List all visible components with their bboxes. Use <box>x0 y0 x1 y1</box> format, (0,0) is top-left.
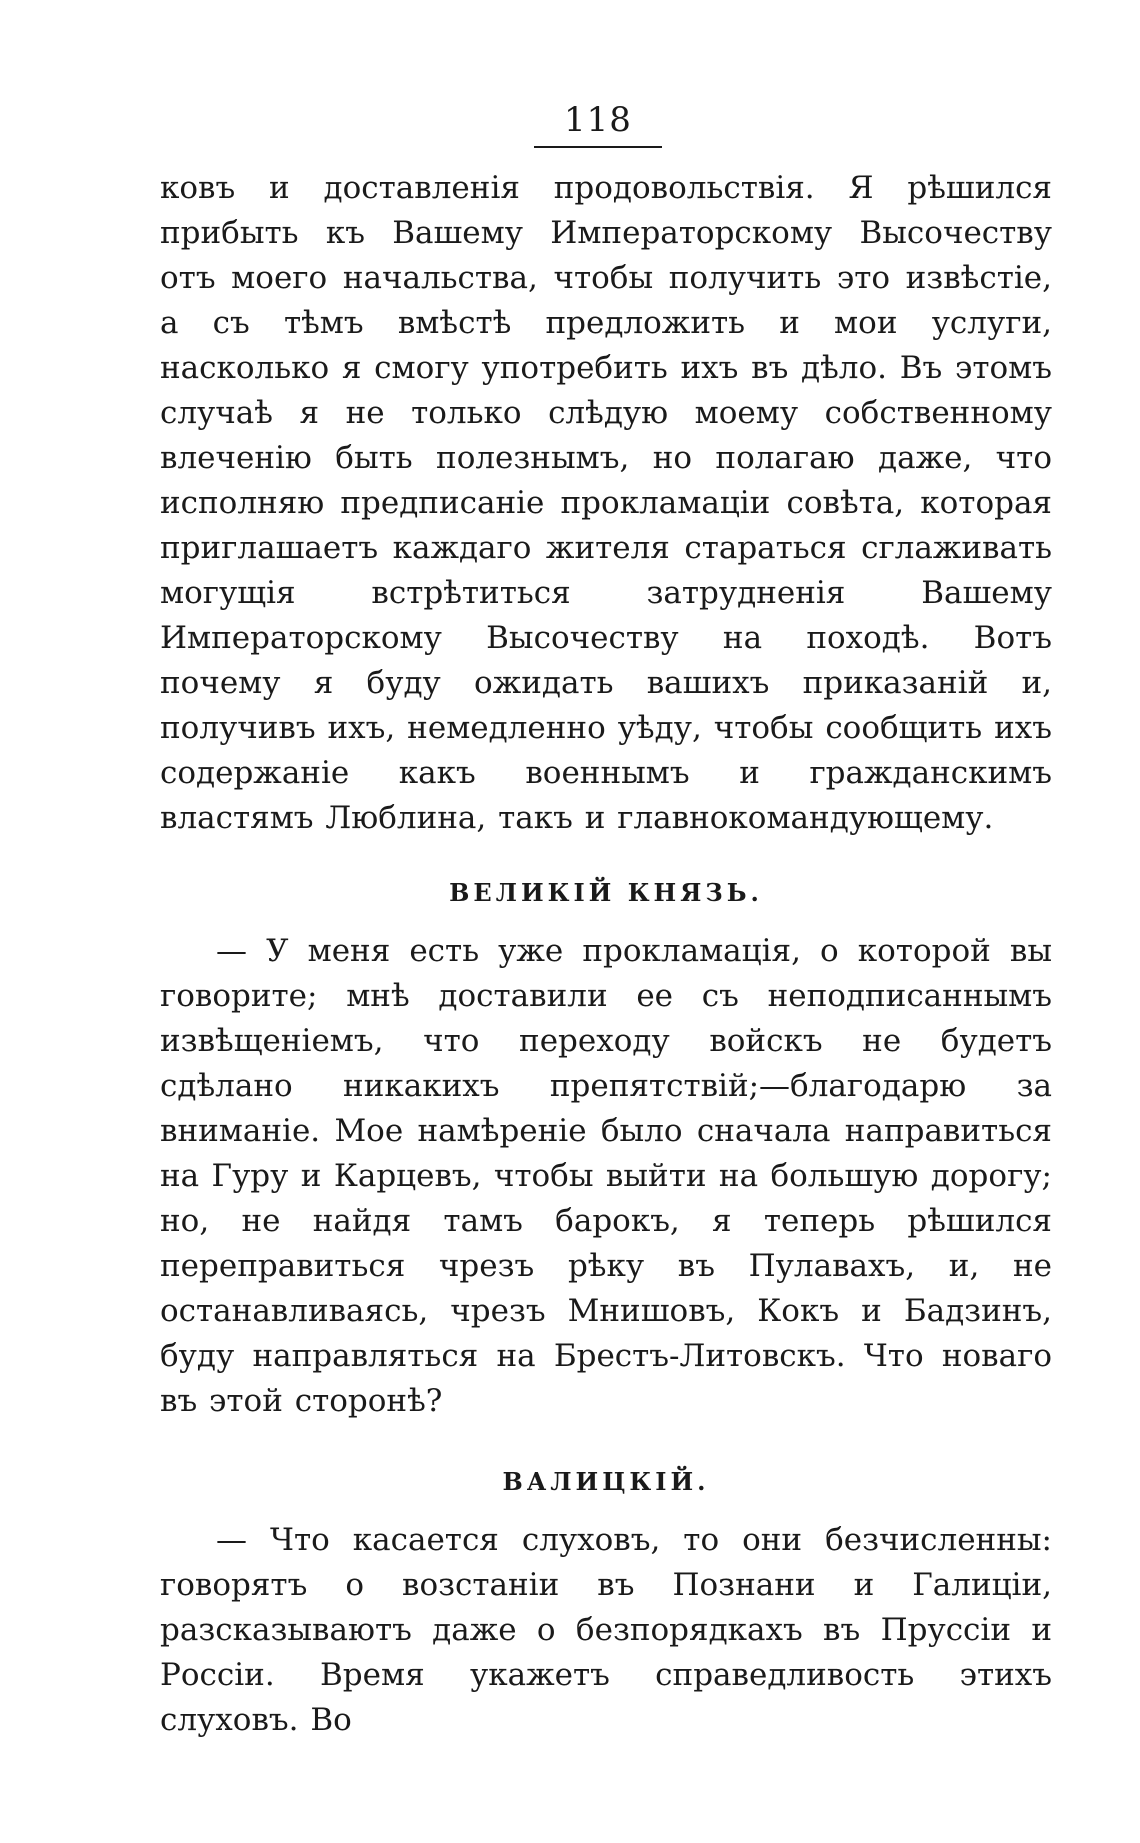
paragraph-continuation: ковъ и доставленія продовольствія. Я рѣшился прибыть къ Вашему Императорскому Высочеству отъ моего начальства, чтобы получить это извѣстіе, а съ тѣмъ вмѣстѣ предложить и мои услуги, насколько я смогу употребить ихъ въ дѣло. Въ этомъ случаѣ я не только слѣдую моему собственному влеченію быть полезнымъ, но полагаю даже, что исполняю предписаніе прокламаціи совѣта, которая приглашаетъ каждаго жителя стараться сглаживать могущія встрѣтиться затрудненія Вашему Императорскому Высочеству на походѣ. Вотъ почему я буду ожидать вашихъ приказаній и, получивъ ихъ, немедленно уѣду, чтобы сообщить ихъ содержаніе какъ военнымъ и гражданскимъ властямъ Люблина, такъ и главнокомандующему. <box>160 170 1052 836</box>
paragraph-grand-duke-speech: — У меня есть уже прокламація, о которой вы говорите; мнѣ доставили ее съ неподписаннымъ извѣщеніемъ, что переходу войскъ не будетъ сдѣлано никакихъ препятствій;—благодарю за вниманіе. Мое намѣреніе было сначала направиться на Гуру и Карцевъ, чтобы выйти на большую дорогу; но, не найдя тамъ барокъ, я теперь рѣшился переправиться чрезъ рѣку въ Пулавахъ, и, не останавливаясь, чрезъ Мнишовъ, Кокъ и Бадзинъ, буду направляться на Брестъ-Литовскъ. Что новаго въ этой сторонѣ? <box>160 933 1052 1419</box>
page-number-rule <box>534 146 662 148</box>
paragraph-walicki-speech: — Что касается слуховъ, то они безчисленны: говорятъ о возстаніи въ Познани и Галиціи, разсказываютъ даже о безпорядкахъ въ Пруссіи и Россіи. Время укажетъ справедливость этихъ слуховъ. Во <box>160 1522 1052 1738</box>
speaker-heading-walicki: ВАЛИЦКІЙ. <box>502 1467 710 1496</box>
page-number: 118 <box>564 100 632 140</box>
speaker-heading-grand-duke: ВЕЛИКІЙ КНЯЗЬ. <box>449 878 763 907</box>
book-page <box>160 100 1052 1743</box>
